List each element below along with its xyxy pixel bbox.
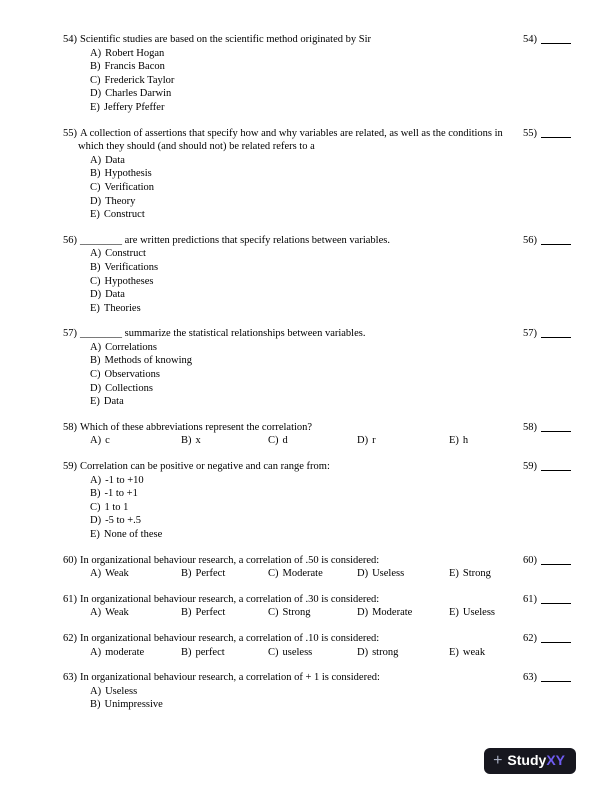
option-text: Useless: [105, 685, 138, 697]
option-letter: D): [90, 515, 102, 527]
option: [357, 606, 449, 620]
answer-slot: [523, 632, 571, 646]
question-text: Scientific studies are based on the scientific method originated by Sir: [80, 34, 372, 45]
answer-number: 55): [523, 127, 537, 139]
question-text: A collection of assertions that specify how and why variables are related, as well as the conditions in which they should (and should not) be related refers to a: [78, 127, 503, 153]
question-head: [0, 593, 612, 607]
option: [181, 606, 268, 620]
plus-icon: +: [493, 752, 503, 769]
option-text: -1 to +10: [105, 474, 144, 486]
option: [268, 434, 357, 448]
options-list: [90, 341, 612, 409]
option-text: Construct: [105, 248, 146, 260]
question-text: In organizational behaviour research, a correlation of + 1 is considered:: [80, 672, 380, 684]
option-text: Strong: [282, 607, 311, 619]
option-letter: B): [181, 568, 192, 580]
option-letter: A): [90, 474, 102, 486]
option-text: Jeffery Pfeffer: [103, 101, 165, 113]
option-letter: A): [90, 568, 102, 580]
option: [357, 567, 449, 581]
option-text: -5 to +.5: [105, 515, 142, 527]
answer-slot: [523, 671, 571, 685]
option-letter: E): [449, 568, 459, 580]
answer-slot: [523, 234, 571, 248]
option-text: Moderate: [282, 568, 323, 580]
answer-number: 60): [523, 554, 537, 566]
option: [90, 567, 181, 581]
answer-blank: [541, 421, 571, 432]
option: [90, 368, 612, 382]
option-letter: E): [449, 646, 459, 658]
answer-blank: [541, 234, 571, 245]
option-letter: C): [90, 74, 101, 86]
option: [90, 487, 612, 501]
options-list: [90, 47, 612, 115]
option: [90, 501, 612, 515]
question-text: ________ are written predictions that specify relations between variables.: [80, 234, 390, 246]
question-head: [0, 421, 612, 435]
brand-study: Study: [507, 752, 547, 768]
option: [268, 646, 357, 660]
option: [90, 288, 612, 302]
option-text: Data: [105, 289, 125, 301]
question-text: Which of these abbreviations represent the correlation?: [80, 421, 313, 433]
option-letter: E): [90, 101, 100, 113]
question-head: [0, 327, 612, 341]
question-number: 54): [63, 34, 77, 45]
answer-slot: [523, 460, 571, 474]
question-text: Correlation can be positive or negative and can range from:: [80, 461, 330, 473]
answer-blank: [541, 127, 571, 138]
option-text: Robert Hogan: [105, 47, 165, 59]
question-59: [0, 460, 612, 542]
option-letter: C): [90, 275, 101, 287]
option-text: moderate: [105, 646, 145, 658]
option-text: Theory: [105, 195, 136, 207]
option-letter: D): [357, 435, 369, 447]
option: [90, 382, 612, 396]
option: [90, 208, 612, 222]
option-letter: C): [268, 607, 279, 619]
question-57: [0, 327, 612, 409]
option-letter: E): [449, 435, 459, 447]
option-letter: C): [90, 181, 101, 193]
option: [90, 154, 612, 168]
answer-number: 61): [523, 593, 537, 605]
option: [268, 606, 357, 620]
answer-number: 56): [523, 234, 537, 246]
option: [268, 567, 357, 581]
options-list: [90, 434, 612, 448]
option-text: Theories: [103, 302, 141, 314]
option: [181, 646, 268, 660]
options-list: [90, 567, 612, 581]
option: [90, 606, 181, 620]
option-letter: B): [90, 488, 101, 500]
answer-blank: [541, 33, 571, 44]
option-text: None of these: [103, 529, 163, 540]
option-text: Hypotheses: [104, 275, 154, 287]
option: [449, 646, 485, 660]
option-letter: E): [90, 529, 100, 540]
option-letter: A): [90, 341, 102, 353]
question-58: [0, 421, 612, 448]
option-letter: A): [90, 646, 102, 658]
answer-slot: [523, 554, 571, 568]
question-number: 57): [63, 328, 77, 340]
option-text: Observations: [104, 369, 160, 381]
option: [181, 567, 268, 581]
option: [181, 434, 268, 448]
option-letter: B): [90, 61, 101, 73]
option-text: Frederick Taylor: [104, 74, 175, 86]
answer-number: 54): [523, 34, 537, 45]
brand-xy: XY: [546, 752, 565, 768]
option-letter: B): [181, 607, 192, 619]
option-text: Perfect: [195, 607, 226, 619]
question-text: ________ summarize the statistical relationships between variables.: [80, 328, 366, 340]
option-letter: E): [449, 607, 459, 619]
question-56: [0, 234, 612, 316]
option-letter: E): [90, 209, 100, 221]
answer-slot: [523, 421, 571, 435]
option-letter: B): [181, 435, 192, 447]
option-text: Data: [103, 396, 124, 408]
option-letter: A): [90, 154, 102, 166]
option-letter: B): [181, 646, 192, 658]
option: [90, 275, 612, 289]
option: [90, 247, 612, 261]
option-text: weak: [462, 646, 486, 658]
answer-number: 62): [523, 632, 537, 644]
option-letter: C): [90, 369, 101, 381]
answer-number: 57): [523, 328, 537, 340]
option-letter: C): [90, 501, 101, 513]
question-number: 59): [63, 461, 77, 473]
question-54: [0, 33, 612, 115]
question-62: [0, 632, 612, 659]
option-text: Verification: [104, 181, 155, 193]
question-head: [0, 671, 612, 685]
question-head: [0, 234, 612, 248]
option: [90, 47, 612, 61]
answer-number: 59): [523, 461, 537, 473]
option-text: perfect: [195, 646, 225, 658]
option: [90, 434, 181, 448]
question-63: [0, 671, 612, 712]
option: [357, 434, 449, 448]
answer-slot: [523, 327, 571, 341]
option-text: Perfect: [195, 568, 226, 580]
option-letter: E): [90, 396, 100, 408]
options-list: [90, 154, 612, 222]
option: [90, 395, 612, 409]
option: [90, 195, 612, 209]
question-61: [0, 593, 612, 620]
option-text: Methods of knowing: [104, 355, 192, 367]
option-letter: A): [90, 248, 102, 260]
answer-number: 63): [523, 672, 537, 684]
question-text: In organizational behaviour research, a correlation of .30 is considered:: [80, 593, 380, 605]
option: [90, 167, 612, 181]
option-text: d: [282, 435, 288, 447]
option-letter: D): [90, 382, 102, 394]
question-head: [0, 554, 612, 568]
option-letter: B): [90, 168, 101, 180]
option-text: strong: [372, 646, 399, 658]
question-60: [0, 554, 612, 581]
option: [90, 698, 612, 712]
question-number: 56): [63, 234, 77, 246]
option: [90, 514, 612, 528]
option-text: Useless: [462, 607, 496, 619]
option: [449, 434, 468, 448]
option-letter: D): [357, 646, 369, 658]
question-number: 58): [63, 421, 77, 433]
option-text: Francis Bacon: [104, 61, 165, 73]
option-letter: B): [90, 355, 101, 367]
option-text: Charles Darwin: [105, 88, 172, 100]
question-head: [0, 33, 612, 47]
option: [90, 341, 612, 355]
question-head: [0, 127, 612, 154]
option-text: Verifications: [104, 261, 159, 273]
option: [90, 101, 612, 115]
option-letter: C): [268, 435, 279, 447]
option: [90, 302, 612, 316]
option-text: Correlations: [105, 341, 157, 353]
option-text: useless: [282, 646, 313, 658]
question-number: 55): [63, 127, 77, 139]
option-text: Hypothesis: [104, 168, 152, 180]
answer-number: 58): [523, 421, 537, 433]
option-letter: C): [268, 646, 279, 658]
question-number: 63): [63, 672, 77, 684]
options-list: [90, 474, 612, 542]
question-55: [0, 127, 612, 222]
option: [90, 685, 612, 699]
option-text: Collections: [105, 382, 153, 394]
option: [357, 646, 449, 660]
options-list: [90, 606, 612, 620]
option-text: 1 to 1: [104, 501, 129, 513]
question-text: In organizational behaviour research, a correlation of .10 is considered:: [80, 632, 380, 644]
question-head: [0, 632, 612, 646]
option-text: Useless: [372, 568, 405, 580]
option-letter: E): [90, 302, 100, 314]
answer-blank: [541, 671, 571, 682]
option-letter: A): [90, 685, 102, 697]
options-list: [90, 646, 612, 660]
option: [449, 606, 495, 620]
option-text: Weak: [105, 607, 129, 619]
option-letter: D): [90, 289, 102, 301]
answer-slot: [523, 593, 571, 607]
option-letter: B): [90, 261, 101, 273]
option-text: Weak: [105, 568, 129, 580]
option-letter: A): [90, 435, 102, 447]
option-text: Moderate: [372, 607, 413, 619]
option-text: r: [372, 435, 376, 447]
option: [90, 60, 612, 74]
option: [90, 87, 612, 101]
option-letter: D): [90, 195, 102, 207]
question-number: 62): [63, 632, 77, 644]
question-text: In organizational behaviour research, a correlation of .50 is considered:: [80, 554, 380, 566]
option-letter: D): [357, 607, 369, 619]
answer-blank: [541, 554, 571, 565]
option-text: Strong: [462, 568, 491, 580]
option-letter: A): [90, 607, 102, 619]
option: [90, 181, 612, 195]
answer-slot: [523, 33, 571, 47]
studyxy-logo: [484, 748, 576, 774]
answer-blank: [541, 460, 571, 471]
option-text: Unimpressive: [104, 699, 163, 711]
option-text: x: [195, 435, 201, 447]
option: [449, 567, 491, 581]
option-text: Data: [105, 154, 125, 166]
option: [90, 261, 612, 275]
option-letter: A): [90, 47, 102, 59]
option-letter: B): [90, 699, 101, 711]
option: [90, 354, 612, 368]
option: [90, 74, 612, 88]
option-letter: C): [268, 568, 279, 580]
option-text: c: [105, 435, 110, 447]
option-letter: D): [90, 88, 102, 100]
answer-blank: [541, 593, 571, 604]
option: [90, 528, 612, 542]
answer-blank: [541, 632, 571, 643]
option: [90, 474, 612, 488]
question-number: 60): [63, 554, 77, 566]
question-head: [0, 460, 612, 474]
options-list: [90, 247, 612, 315]
option-text: h: [462, 435, 469, 447]
option: [90, 646, 181, 660]
options-list: [90, 685, 612, 712]
option-text: Construct: [103, 209, 145, 221]
option-letter: D): [357, 568, 369, 580]
option-text: -1 to +1: [104, 488, 138, 500]
answer-blank: [541, 327, 571, 338]
question-number: 61): [63, 593, 77, 605]
answer-slot: [523, 127, 571, 141]
